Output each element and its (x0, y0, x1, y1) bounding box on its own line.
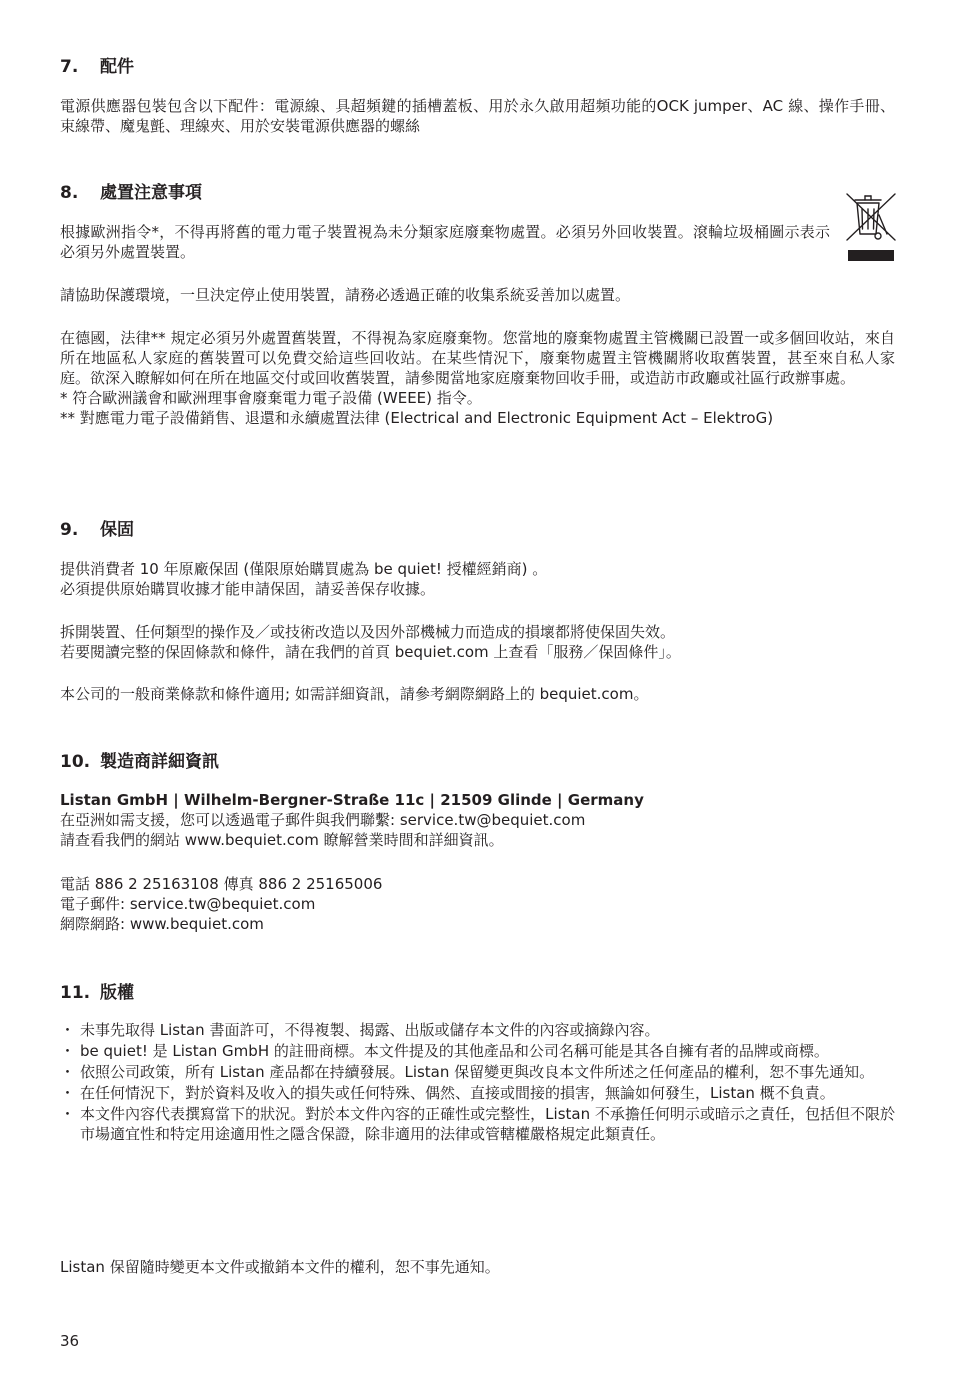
contact-block (60, 874, 895, 934)
page-number: 36 (60, 1332, 80, 1350)
section-title: 配件 (100, 57, 134, 77)
footnote-weee: * 符合歐洲議會和歐洲理事會廢棄電力電子設備 (WEEE) 指令。 (60, 389, 482, 407)
environment-text: 請協助保護環境，一旦決定停止使用裝置，請務必透過正確的收集系統妥善加以處置。 (60, 286, 631, 304)
warranty-line: 必須提供原始購買收據才能申請保固，請妥善保存收據。 (60, 580, 436, 598)
website-line: 請查看我們的網站 www.bequiet.com 瞭解營業時間和詳細資訊。 (60, 831, 504, 849)
section-title: 保固 (100, 520, 134, 540)
section-11-heading (60, 982, 134, 1004)
list-item: ・ 依照公司政策，所有 Listan 產品都在持續發展。Listan 保留變更與改良本文件所述之任何產品的權利，恕不事先通知。 (60, 1062, 895, 1082)
list-item: ・ 在任何情況下，對於資料及收入的損失或任何特殊、偶然、直接或間接的損害，無論如何發生，Listan 概不負責。 (60, 1083, 895, 1103)
section-number: 11. (60, 983, 91, 1003)
warranty-block-1 (60, 559, 895, 599)
email-line: 電子郵件: service.tw@bequiet.com (60, 895, 316, 913)
list-item: ・ 本文件內容代表撰寫當下的狀況。對於本文件內容的正確性或完整性，Listan 不承擔任何明示或暗示之責任，包括但不限於市場適宜性和特定用途適用性之隱含保證，除非適用的法律或管轄權嚴格規定此類責任。 (60, 1104, 895, 1144)
section-8-heading (60, 182, 202, 204)
list-item: ・ 未事先取得 Listan 書面許可，不得複製、揭露、出版或儲存本文件的內容或摘錄內容。 (60, 1020, 895, 1040)
disposal-directive-text: 根據歐洲指令*，不得再將舊的電力電子裝置視為未分類家庭廢棄物處置。必須另外回收裝置。滾輪垃圾桶圖示表示必須另外處置裝置。 (60, 223, 830, 261)
section-title: 製造商詳細資訊 (100, 752, 219, 772)
warranty-line: 若要閱讀完整的保固條款和條件，請在我們的首頁 bequiet.com 上查看「服務／保固條件」。 (60, 643, 681, 661)
phone-fax-line: 電話 886 2 25163108 傳真 886 2 25165006 (60, 875, 383, 893)
section-number: 8. (60, 183, 79, 203)
list-item: ・ be quiet! 是 Listan GmbH 的註冊商標。本文件提及的其他產品和公司名稱可能是其各自擁有者的品牌或商標。 (60, 1041, 895, 1061)
copyright-list (60, 1020, 895, 1145)
germany-law-text (60, 328, 895, 428)
section-7-heading (60, 56, 134, 78)
section-9-heading (60, 519, 134, 541)
crossed-out-wheelie-bin-icon (845, 190, 897, 262)
section-10-heading (60, 751, 219, 773)
section-title: 處置注意事項 (100, 183, 202, 203)
warranty-line: 提供消費者 10 年原廠保固 (僅限原始購買處為 be quiet! 授權經銷商) 。 (60, 560, 548, 578)
manufacturer-block (60, 790, 895, 850)
section-number: 9. (60, 520, 79, 540)
manufacturer-address: Listan GmbH | Wilhelm-Bergner-Straße 11c | 21509 Glinde | Germany (60, 791, 644, 809)
germany-law-paragraph: 在德國，法律** 規定必須另外處置舊裝置，不得視為家庭廢棄物。您當地的廢棄物處置主管機關已設置一或多個回收站，來自所在地區私人家庭的舊裝置可以免費交給這些回收站。在某些情況下，廢棄物處置主管機關將收取舊裝置，甚至來自私人家庭。欲深入瞭解如何在所在地區交付或回收舊裝置，請參閱當地家庭廢棄物回收手冊，或造訪市政廳或社區行政辦事處。 (60, 329, 895, 387)
warranty-terms-line: 本公司的一般商業條款和條件適用; 如需詳細資訊，請參考網際網路上的 bequiet.com。 (60, 685, 649, 703)
support-email-line: 在亞洲如需支援，您可以透過電子郵件與我們聯繫: service.tw@bequiet.com (60, 811, 586, 829)
section-number: 10. (60, 752, 91, 772)
warranty-block-2 (60, 622, 895, 662)
footnote-elektrog: ** 對應電力電子設備銷售、退還和永續處置法律 (Electrical and Electronic Equipment Act – ElektroG) (60, 409, 774, 427)
closing-statement: Listan 保留隨時變更本文件或撤銷本文件的權利，恕不事先通知。 (60, 1258, 500, 1276)
accessories-text: 電源供應器包裝包含以下配件：電源線、具超頻鍵的插槽蓋板、用於永久啟用超頻功能的OCK jumper、AC 線、操作手冊、束線帶、魔鬼氈、理線夾、用於安裝電源供應器的螺絲 (60, 97, 895, 135)
section-title: 版權 (100, 983, 134, 1003)
section-number: 7. (60, 57, 79, 77)
warranty-line: 拆開裝置、任何類型的操作及／或技術改造以及因外部機械力而造成的損壞都將使保固失效。 (60, 623, 676, 641)
internet-line: 網際網路: www.bequiet.com (60, 915, 264, 933)
